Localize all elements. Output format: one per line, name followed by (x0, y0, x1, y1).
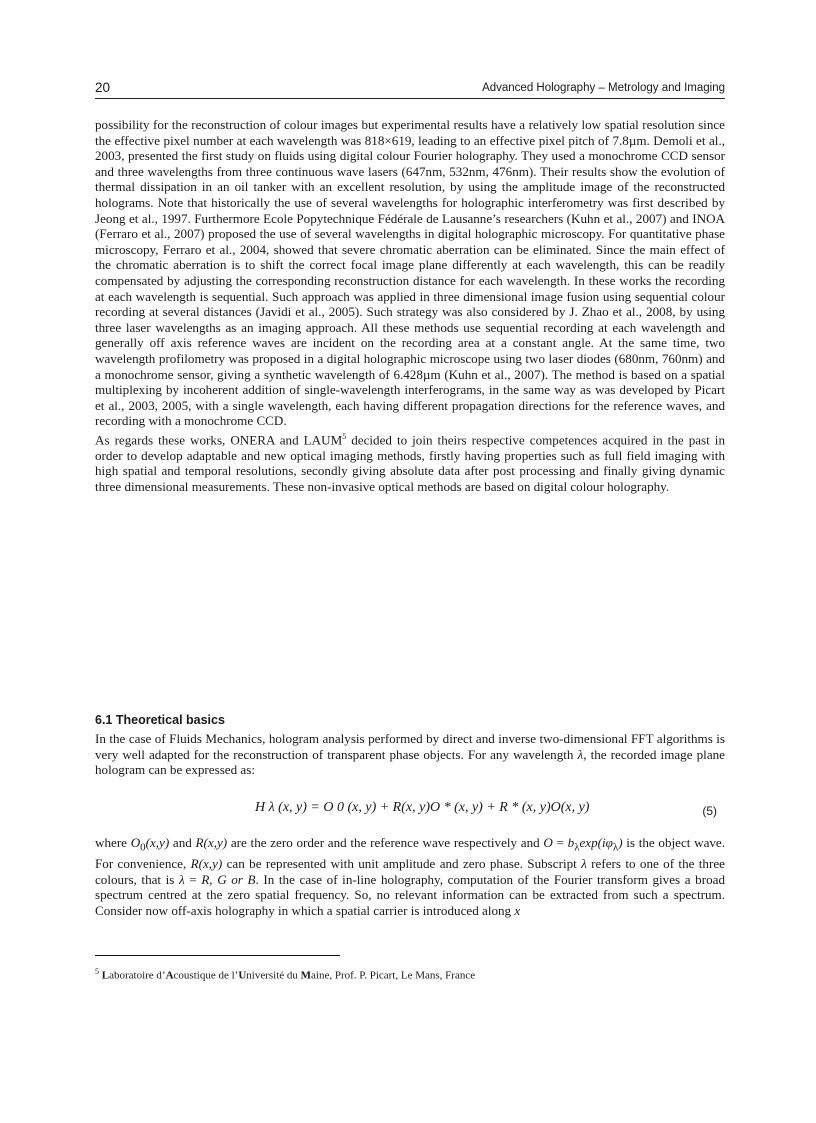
symbol: R(x,y) (190, 856, 223, 872)
section-heading: 6.1 Theoretical basics (95, 713, 225, 727)
running-title: Advanced Holography – Metrology and Imaging (482, 82, 725, 94)
fn-text: coustique de l’ (173, 969, 239, 982)
symbol: R, G or B (201, 871, 256, 887)
text: refers to one of the three colours, that is (95, 856, 725, 887)
paragraph-2 (95, 429, 725, 495)
fn-bold: M (300, 969, 312, 982)
symbol: O (130, 835, 141, 850)
text: can be represented with unit amplitude and zero phase. Subscript (222, 856, 582, 872)
section-text-b: , the recorded image plane hologram can be expressed as: (95, 746, 725, 778)
footnote-mark: 5 (95, 967, 99, 976)
symbol: O (543, 835, 553, 850)
section-text-a: In the case of Fluids Mechanics, hologram analysis performed by direct and inverse two-dimensional FFT algorithms is very well adapted for the reconstruction of transparent phase objects. For any wavelength (95, 731, 725, 762)
equation-explanation (95, 835, 725, 919)
text: is the object wave. For convenience, (95, 835, 726, 872)
symbol: exp(iφ (579, 835, 613, 850)
fn-bold: U (238, 969, 247, 982)
page-number: 20 (95, 80, 111, 95)
body-text (95, 117, 725, 495)
symbol: ) (618, 835, 623, 850)
paragraph-2-text-b: decided to join theirs respective competences acquired in the past in order to develop adaptable and new optical imaging methods, firstly having properties such as full field imaging with high spatial and temporal resolutions, secondly giving absolute data after post processing and finally giving dynamic three dimensional measurements. These non-invasive optical methods are based on digital colour holography. (95, 432, 725, 495)
paragraph-1: possibility for the reconstruction of colour images but experimental results have a relatively low spatial resolution since the effective pixel number at each wavelength was 818×619, leading to an effective pixel pitch of 7.8µm. Demoli et al., 2003, presented the first study on fluids using digital colour Fourier holography. They used a monochrome CCD sensor and three wavelengths from three continuous wave lasers (647nm, 532nm, 476nm). Their results show the evolution of thermal dissipation in an oil tanker with an excellent resolution, by using the amplitude image of the reconstructed holograms. Note that historically the use of several wavelengths for holographic interferometry was first described by Jeong et al., 1997. Furthermore Ecole Popytechnique Fédérale de Lausanne’s researchers (Kuhn et al., 2007) and INOA (Ferraro et al., 2007) proposed the use of several wavelengths in digital holographic microscopy. For quantitative phase microscopy, Ferraro et al., 2004, showed that severe chromatic aberration can be eliminated. Since the main effect of the chromatic aberration is to shift the correct focal image plane differently at each wavelength, this can be readily compensated by adjusting the corresponding reconstruction distance for each wavelength. In these works the recording at each wavelength is sequential. Such approach was applied in three dimensional image fusion using sequential colour recording at several distances (Javidi et al., 2005). Such strategy was also considered by J. Zhao et al., 2008, by using three laser wavelengths as an imaging approach. All these methods use sequential recording at each wavelength and generally off axis reference waves are incident on the recording area at a constant angle. At the same time, two wavelength profilometry was proposed in a digital holographic microscope using two laser diodes (680nm, 760nm) and a monochrome sensor, giving a synthetic wavelength of 6.428µm (Kuhn et al., 2007). The method is based on a spatial multiplexing by incoherent addition of single-wavelength interferograms, in the same way as was developed by Picart et al., 2003, 2005, with a single wavelength, each having different propagation directions for the reference waves, and recording with a monochrome CCD. (95, 117, 725, 429)
symbol: (x,y) (145, 835, 170, 850)
symbol: x (514, 902, 521, 918)
fn-bold: L (101, 969, 110, 982)
text: and (169, 835, 196, 850)
fn-text: aboratoire d’ (109, 969, 166, 982)
footnote-ref: 5 (342, 431, 347, 441)
fn-text: aine, Prof. P. Picart, Le Mans, France (311, 969, 476, 982)
page-header (95, 80, 725, 99)
text: . In the case of in-line holography, computation of the Fourier transform gives a broad spectrum centred at the zero spatial frequency. So, no relevant information can be extracted from such a spectrum. Consider now off-axis holography in which a spatial carrier is introduced along (95, 871, 725, 918)
text: where (95, 835, 131, 850)
symbol: λ (581, 856, 587, 872)
equation-body: H λ (x, y) = O 0 (x, y) + R(x, y)O * (x, y) + R * (x, y)O(x, y) (255, 800, 590, 815)
subscript: λ (574, 841, 580, 854)
fn-text: niversité du (246, 969, 301, 982)
lambda-symbol: λ (577, 746, 584, 762)
equation-5 (95, 800, 725, 822)
footnote-divider (95, 955, 340, 956)
symbol: b (567, 835, 575, 850)
fn-bold: A (165, 969, 174, 982)
subscript: λ (612, 841, 619, 854)
text: = (184, 871, 202, 887)
text: = (552, 835, 568, 850)
symbol: R(x,y) (195, 835, 228, 850)
paragraph-2-text-a: As regards these works, ONERA and LAUM (95, 432, 343, 448)
footnote (95, 967, 475, 982)
section-paragraph (95, 731, 725, 778)
equation-number: (5) (702, 804, 717, 818)
text: are the zero order and the reference wave respectively and (227, 835, 544, 850)
symbol: λ (179, 871, 185, 887)
section-intro (95, 731, 725, 778)
subscript: 0 (140, 841, 146, 854)
explanation-paragraph (95, 835, 725, 919)
